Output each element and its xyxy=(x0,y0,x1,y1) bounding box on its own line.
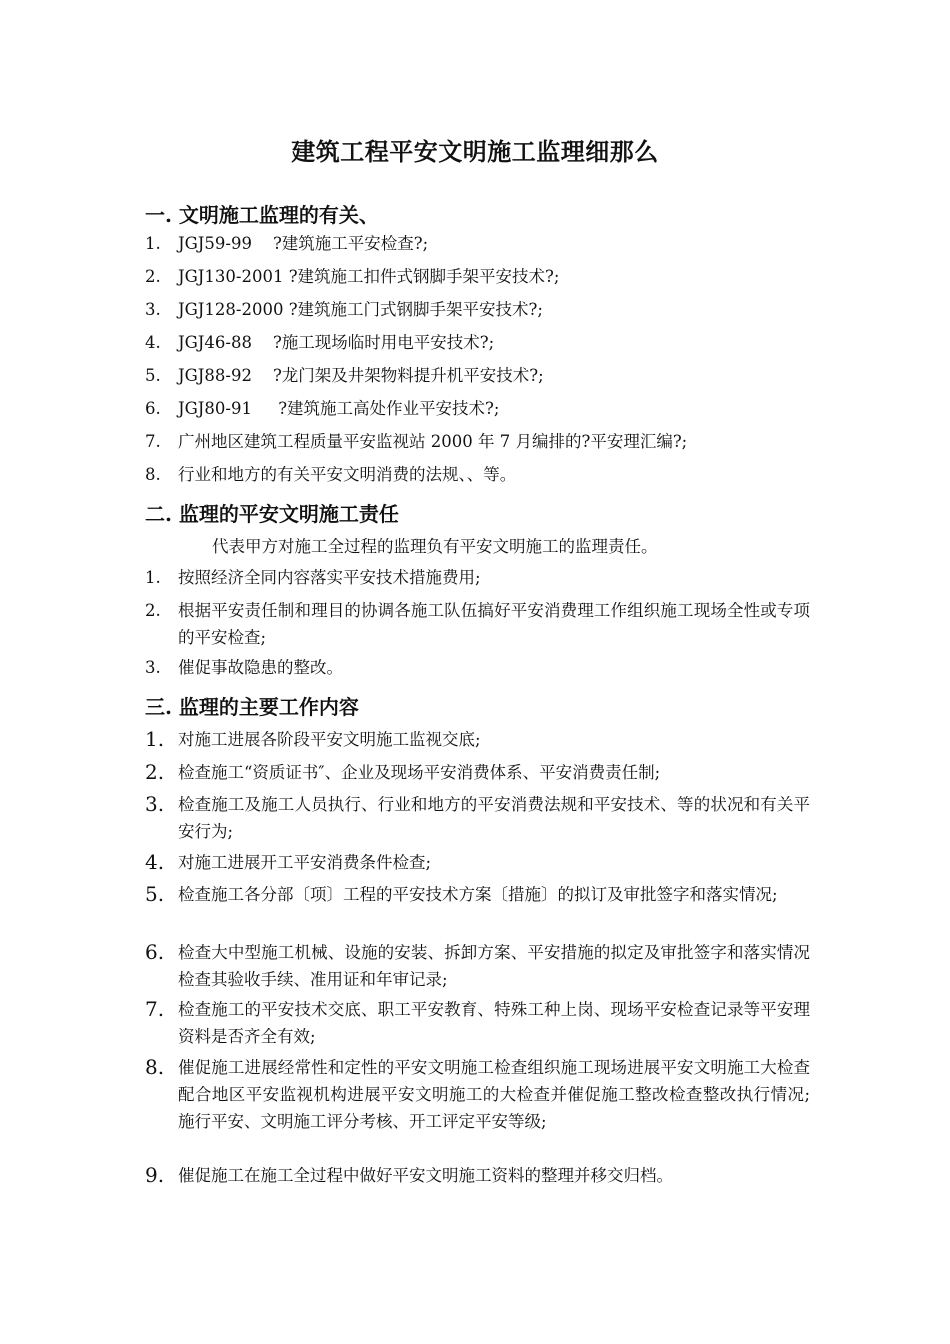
list-item xyxy=(145,939,810,993)
list-number: 2. xyxy=(145,760,165,784)
list-item xyxy=(145,881,810,908)
section-2-heading: 二. 监理的平安文明施工责任 xyxy=(145,502,399,526)
list-number: 1. xyxy=(145,727,165,751)
list-number: 6. xyxy=(145,399,161,418)
list-text: JGJ80-91 ?建筑施工高处作业平安技术?; xyxy=(178,399,500,418)
list-item xyxy=(145,362,810,389)
list-item xyxy=(145,759,810,786)
list-text: JGJ46-88 ?施工现场临时用电平安技术?; xyxy=(178,333,495,352)
list-number: 2. xyxy=(145,267,161,286)
list-number: 7. xyxy=(145,997,165,1021)
list-item xyxy=(145,1054,810,1135)
list-item xyxy=(145,791,810,845)
list-text: 对施工进展各阶段平安文明施工监视交底; xyxy=(178,730,481,749)
document-title: 建筑工程平安文明施工监理细那么 xyxy=(291,137,659,166)
section-3-heading: 三. 监理的主要工作内容 xyxy=(145,695,359,719)
list-text: 行业和地方的有关平安文明消费的法规、、等。 xyxy=(178,465,517,484)
list-number: 3. xyxy=(145,792,165,816)
list-text: 检查施工“资质证书″、企业及现场平安消费体系、平安消费责任制; xyxy=(178,763,661,782)
list-text: 对施工进展开工平安消费条件检查; xyxy=(178,853,432,872)
list-number: 2. xyxy=(145,601,161,620)
section-1-heading: 一. 文明施工监理的有关、 xyxy=(145,203,379,227)
list-number: 3. xyxy=(145,658,161,677)
list-text: 广州地区建筑工程质量平安监视站 2000 年 7 月编排的?平安理汇编?; xyxy=(178,432,688,451)
list-number: 5. xyxy=(145,366,161,385)
list-item xyxy=(145,230,810,257)
list-text: 检查施工各分部〔项〕工程的平安技术方案〔措施〕的拟订及审批签字和落实情况; xyxy=(178,885,778,904)
list-item xyxy=(145,726,810,753)
list-item xyxy=(145,329,810,356)
list-item xyxy=(145,654,810,681)
list-number: 1. xyxy=(145,234,161,253)
section-2-intro: 代表甲方对施工全过程的监理负有平安文明施工的监理责任。 xyxy=(212,537,658,556)
list-number: 4. xyxy=(145,850,165,874)
list-text: 检查大中型施工机械、设施的安装、拆卸方案、平安措施的拟定及审批签字和落实情况检查其验收手续、准用证和年审记录; xyxy=(178,943,810,989)
list-item xyxy=(145,1162,810,1189)
list-item xyxy=(145,263,810,290)
list-number: 8. xyxy=(145,1055,165,1079)
list-number: 4. xyxy=(145,333,161,352)
list-text: JGJ128-2000 ?建筑施工门式钢脚手架平安技术?; xyxy=(178,300,543,319)
list-item xyxy=(145,395,810,422)
list-number: 8. xyxy=(145,465,161,484)
list-text: JGJ88-92 ?龙门架及井架物料提升机平安技术?; xyxy=(178,366,544,385)
list-item xyxy=(145,996,810,1050)
list-text: JGJ130-2001 ?建筑施工扣件式钢脚手架平安技术?; xyxy=(178,267,560,286)
list-item xyxy=(145,564,810,591)
list-number: 9. xyxy=(145,1163,165,1187)
list-item xyxy=(145,296,810,323)
list-number: 1. xyxy=(145,568,161,587)
list-number: 7. xyxy=(145,432,161,451)
list-item xyxy=(145,849,810,876)
list-text: 催促施工在施工全过程中做好平安文明施工资料的整理并移交归档。 xyxy=(178,1166,673,1185)
list-item xyxy=(145,597,810,651)
list-item xyxy=(145,428,810,455)
list-text: 检查施工的平安技术交底、职工平安教育、特殊工种上岗、现场平安检查记录等平安理资料是否齐全有效; xyxy=(178,1000,810,1046)
list-text: 催促施工进展经常性和定性的平安文明施工检查组织施工现场进展平安文明施工大检查配合地区平安监视机构进展平安文明施工的大检查并催促施工整改检查整改执行情况;施行平安、文明施工评分考核、开工评定平安等级; xyxy=(178,1058,810,1131)
list-text: 根据平安责任制和理目的协调各施工队伍搞好平安消费理工作组织施工现场全性或专项的平安检查; xyxy=(178,601,810,647)
list-number: 6. xyxy=(145,940,165,964)
list-text: JGJ59-99 ?建筑施工平安检查?; xyxy=(178,234,429,253)
list-text: 检查施工及施工人员执行、行业和地方的平安消费法规和平安技术、等的状况和有关平安行为; xyxy=(178,795,810,841)
list-number: 3. xyxy=(145,300,161,319)
list-number: 5. xyxy=(145,882,165,906)
list-item xyxy=(145,461,810,488)
list-text: 按照经济全同内容落实平安技术措施费用; xyxy=(178,568,481,587)
list-text: 催促事故隐患的整改。 xyxy=(178,658,343,677)
